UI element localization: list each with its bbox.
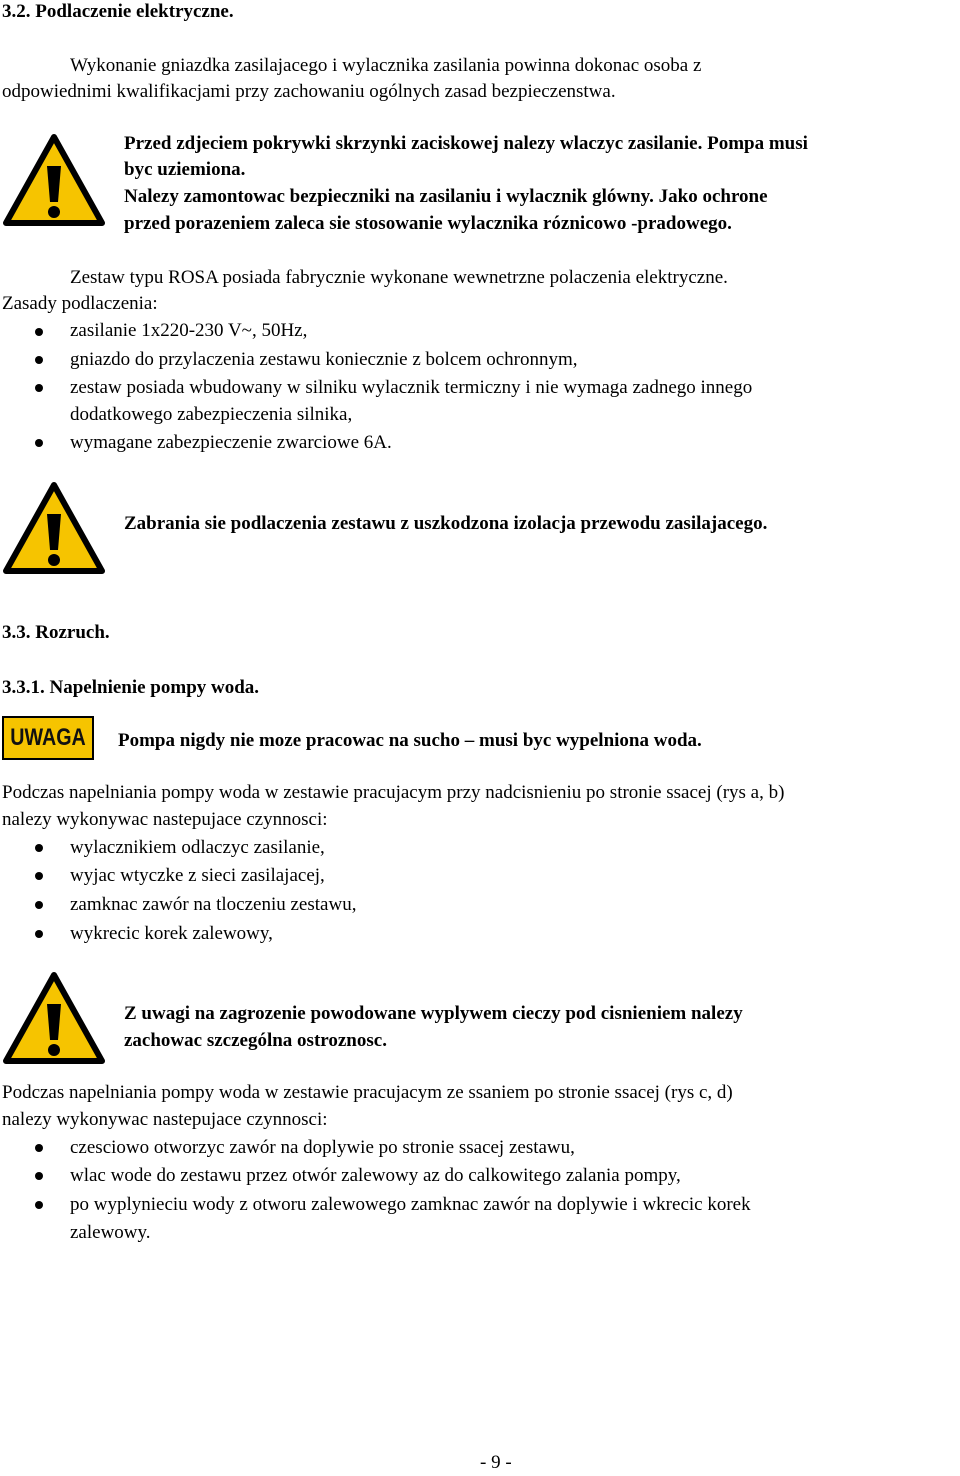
uwaga-text: Pompa nigdy nie moze pracowac na sucho – musi byc wypelniona woda. <box>118 730 702 751</box>
warning-triangle-icon <box>2 132 106 228</box>
suction-intro-line-2: nalezy wykonywac nastepujace czynnosci: <box>2 1109 328 1130</box>
rosa-line: Zestaw typu ROSA posiada fabrycznie wykonane wewnetrzne polaczenia elektryczne. <box>70 267 728 288</box>
section-heading-3-3: 3.3. Rozruch. <box>2 622 110 643</box>
warning-triangle-icon <box>2 970 106 1066</box>
sub-heading-3-3-1: 3.3.1. Napelnienie pompy woda. <box>2 677 260 698</box>
rule-item-3-cont: dodatkowego zabezpieczenia silnika, <box>70 404 353 425</box>
bullet <box>35 1201 43 1209</box>
intro-line-2: odpowiednimi kwalifikacjami przy zachowaniu ogólnych zasad bezpieczenstwa. <box>2 81 616 102</box>
bullet <box>35 328 43 336</box>
warning3-line-1: Z uwagi na zagrozenie powodowane wyplywem cieczy pod cisnieniem nalezy <box>124 1003 743 1024</box>
bullet <box>35 930 43 938</box>
bullet <box>35 356 43 364</box>
uwaga-label: UWAGA <box>10 724 86 751</box>
pressure-step-2: wyjac wtyczke z sieci zasilajacej, <box>70 865 325 886</box>
bullet <box>35 872 43 880</box>
suction-intro-line-1: Podczas napelniania pompy woda w zestawie pracujacym ze ssaniem po stronie ssacej (rys c, d) <box>2 1082 733 1103</box>
suction-step-3-cont: zalewowy. <box>70 1222 151 1243</box>
rule-item-4: wymagane zabezpieczenie zwarciowe 6A. <box>70 432 392 453</box>
warning2-text: Zabrania sie podlaczenia zestawu z uszkodzona izolacja przewodu zasilajacego. <box>124 513 768 534</box>
bullet <box>35 1172 43 1180</box>
bullet <box>35 384 43 392</box>
warning1-line-2: byc uziemiona. <box>124 159 246 180</box>
rules-title: Zasady podlaczenia: <box>2 293 158 314</box>
warning1-line-1: Przed zdjeciem pokrywki skrzynki zaciskowej nalezy wlaczyc zasilanie. Pompa musi <box>124 133 808 154</box>
pressure-intro-line-1: Podczas napelniania pompy woda w zestawie pracujacym przy nadcisnieniu po stronie ssacej (rys a, b) <box>2 782 785 803</box>
warning-triangle-icon <box>2 480 106 576</box>
warning1-line-4: przed porazeniem zaleca sie stosowanie wylacznika róznicowo -pradowego. <box>124 213 732 234</box>
page-number: - 9 - <box>480 1452 512 1473</box>
bullet <box>35 439 43 447</box>
rule-item-3: zestaw posiada wbudowany w silniku wylacznik termiczny i nie wymaga zadnego innego <box>70 377 753 398</box>
bullet <box>35 901 43 909</box>
rule-item-2: gniazdo do przylaczenia zestawu koniecznie z bolcem ochronnym, <box>70 349 578 370</box>
suction-step-3: po wyplynieciu wody z otworu zalewowego zamknac zawór na doplywie i wkrecic korek <box>70 1194 751 1215</box>
bullet <box>35 844 43 852</box>
uwaga-badge <box>2 716 94 760</box>
warning1-line-3: Nalezy zamontowac bezpieczniki na zasilaniu i wylacznik glówny. Jako ochrone <box>124 186 768 207</box>
pressure-step-1: wylacznikiem odlaczyc zasilanie, <box>70 837 325 858</box>
pressure-step-4: wykrecic korek zalewowy, <box>70 923 273 944</box>
warning3-line-2: zachowac szczególna ostroznosc. <box>124 1030 387 1051</box>
suction-step-1: czesciowo otworzyc zawór na doplywie po stronie ssacej zestawu, <box>70 1137 575 1158</box>
rule-item-1: zasilanie 1x220-230 V~, 50Hz, <box>70 320 308 341</box>
section-heading-3-2: 3.2. Podlaczenie elektryczne. <box>2 1 234 22</box>
bullet <box>35 1144 43 1152</box>
suction-step-2: wlac wode do zestawu przez otwór zalewowy az do calkowitego zalania pompy, <box>70 1165 681 1186</box>
pressure-intro-line-2: nalezy wykonywac nastepujace czynnosci: <box>2 809 328 830</box>
intro-line-1: Wykonanie gniazdka zasilajacego i wylacznika zasilania powinna dokonac osoba z <box>70 55 702 76</box>
pressure-step-3: zamknac zawór na tloczeniu zestawu, <box>70 894 357 915</box>
